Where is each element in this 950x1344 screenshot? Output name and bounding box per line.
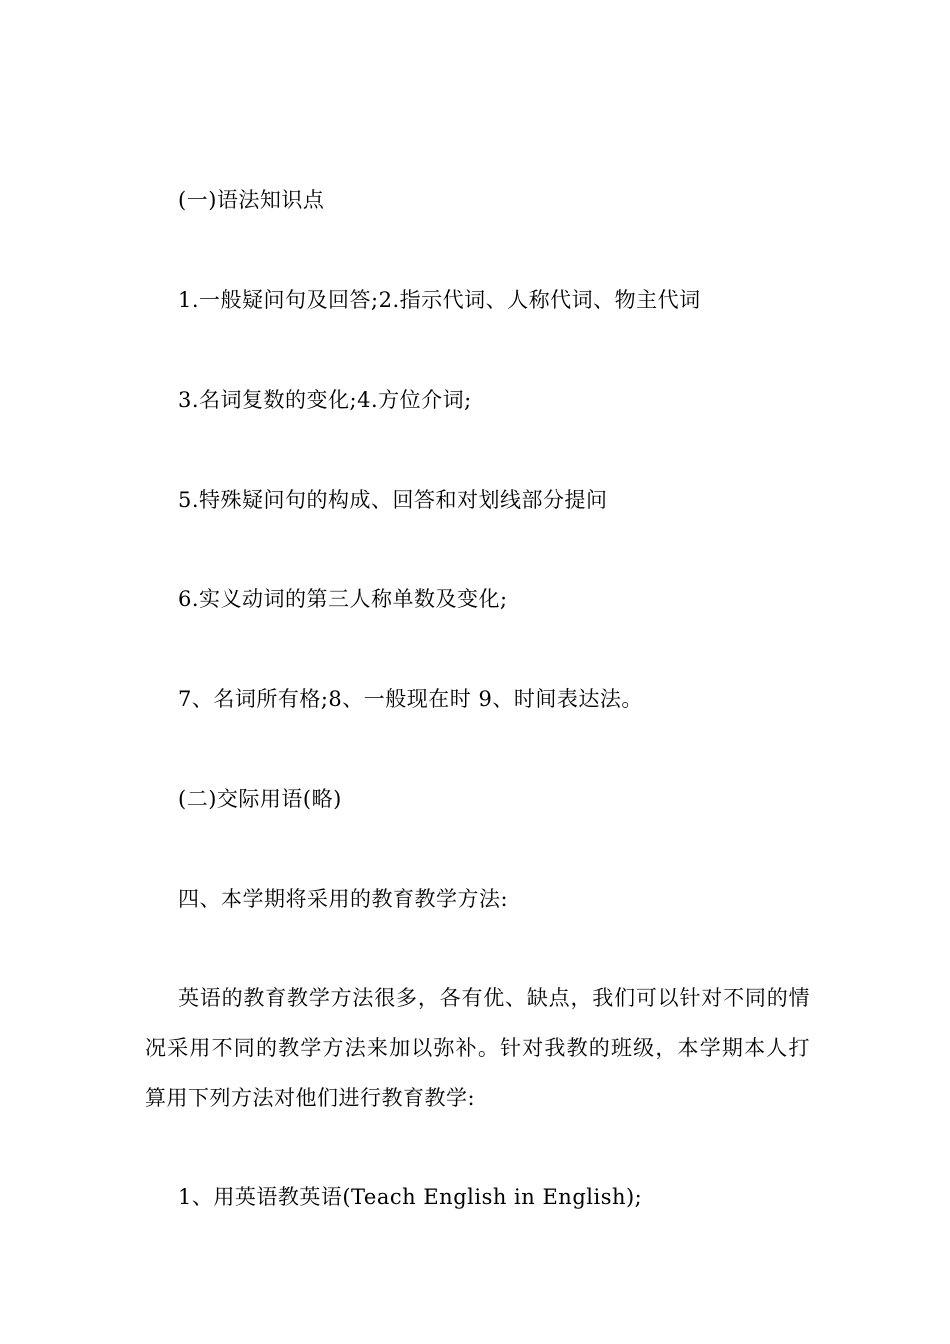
grammar-item-1-2: 1.一般疑问句及回答;2.指示代词、人称代词、物主代词 bbox=[178, 288, 701, 312]
grammar-heading: (一)语法知识点 bbox=[178, 188, 325, 212]
grammar-item-3-4: 3.名词复数的变化;4.方位介词; bbox=[178, 388, 472, 412]
grammar-item-5: 5.特殊疑问句的构成、回答和对划线部分提问 bbox=[178, 488, 608, 512]
communication-heading: (二)交际用语(略) bbox=[178, 787, 342, 811]
method-item-1: 1、用英语教英语(Teach English in English); bbox=[178, 1185, 643, 1209]
methods-paragraph: 英语的教育教学方法很多，各有优、缺点，我们可以针对不同的情况采用不同的教学方法来加以弥补。针对我教的班级，本学期本人打算用下列方法对他们进行教育教学: bbox=[145, 986, 810, 1110]
section-four-title: 四、本学期将采用的教育教学方法: bbox=[178, 887, 509, 911]
grammar-item-6: 6.实义动词的第三人称单数及变化; bbox=[178, 587, 508, 611]
grammar-item-7-9: 7、名词所有格;8、一般现在时 9、时间表达法。 bbox=[178, 687, 643, 711]
